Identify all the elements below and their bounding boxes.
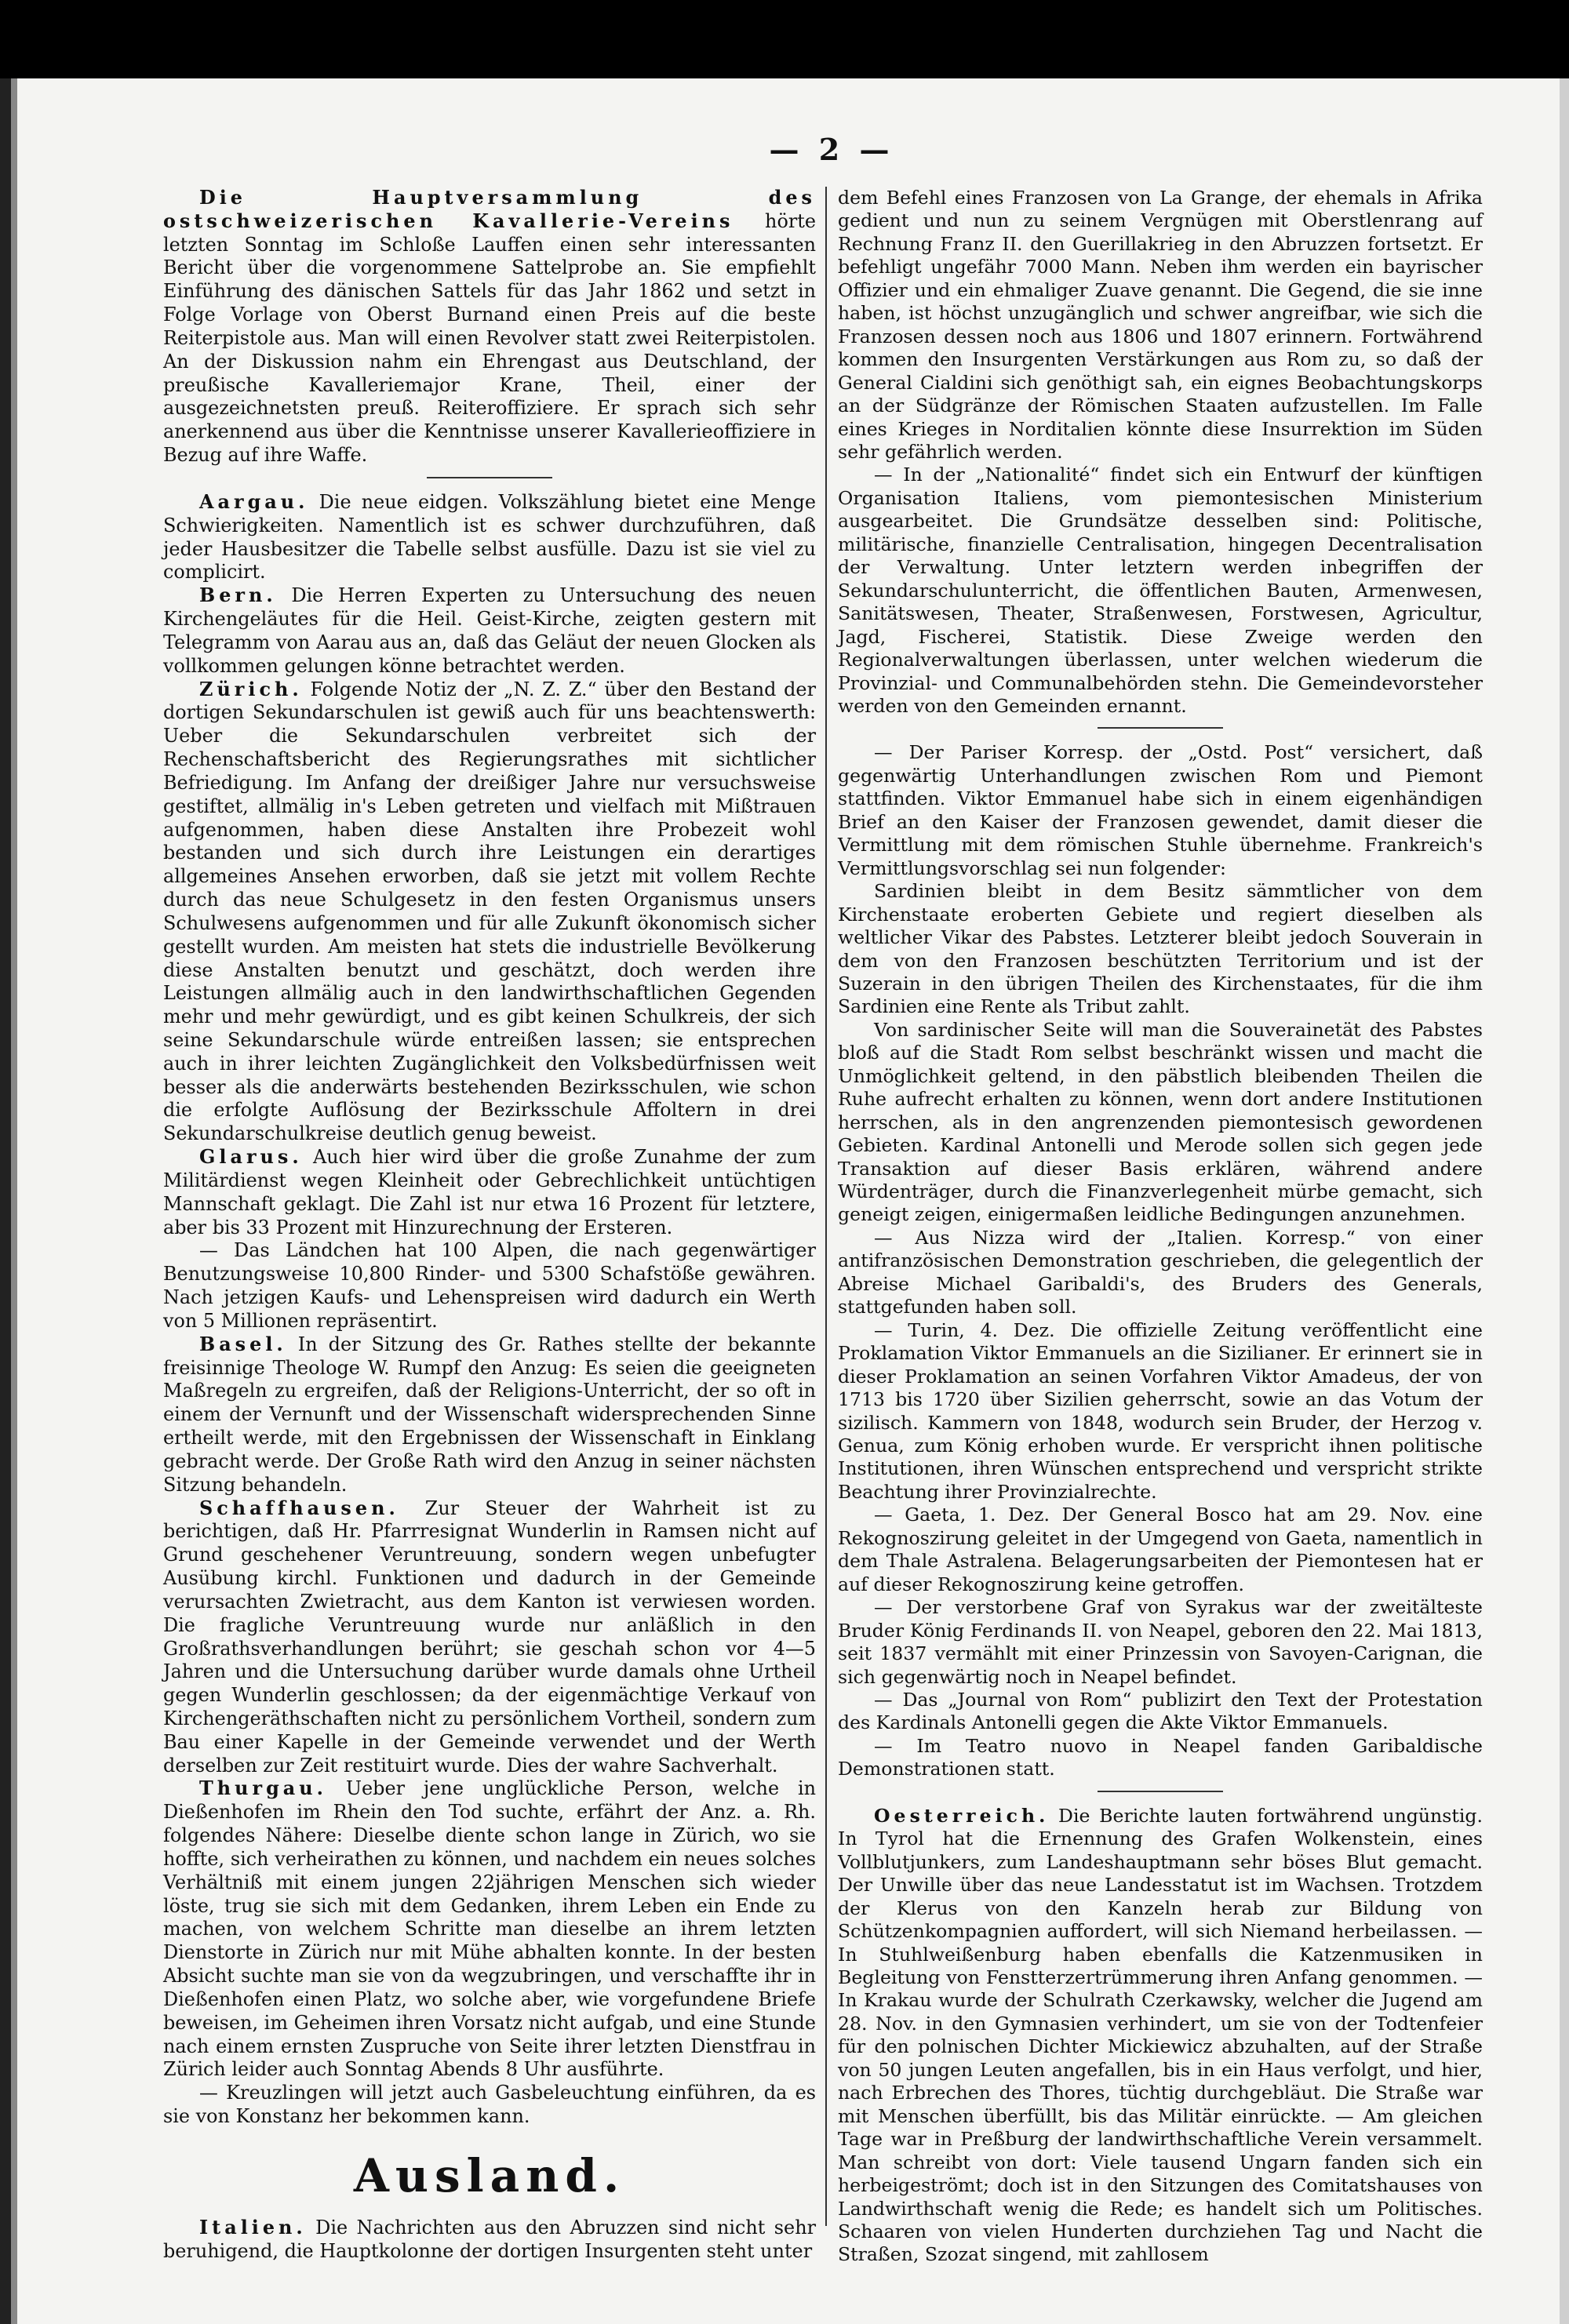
article-text: — Aus Nizza wird der „Italien. Korresp.“ von einer antifranzösischen Demonstration geschrieben, die gelegentlich der Abreise Michael Garibaldi's, des Bruders des Generals, stattgefunden haben soll.	[838, 1226, 1483, 1318]
article-text: Die Berichte lauten fortwährend ungünstig. In Tyrol hat die Ernennung des Grafen Wolkenstein, eines Vollblutjunkers, zum Landeshauptmann sehr böses Blut gemacht. Der Unwille über das neue Landesstatut ist im Wachsen. Trotzdem der Klerus von den Kanzeln herab zur Bildung von Schützenkompagnien auffordert, will sich Niemand herbeilassen. — In Stuhlweißenburg haben ebenfalls die Katzenmusiken in Begleitung von Fenstterzertrümmerung ihren Anfang genommen. — In Krakau wurde der Schulrath Czerkawsky, welcher die Jugend am 28. Nov. in den Gymnasien verhindert, um sie von der Todtenfeier für den polnischen Dichter Mickiewicz abzuhalten, auf der Straße von 50 jungen Leuten angefallen, bis in ein Haus verfolgt, und hier, nach Erbrechen des Thores, tüchtig durchgebläut. Die Straße war mit Menschen überfüllt, bis das Militär einrückte. — Am gleichen Tage war in Preßburg der landwirthschaftliche Verein versammelt. Man schreibt von dort: Viele tausend Ungarn fanden sich ein herbeigeströmt; doch ist in den Sitzungen des Comitatshauses von Landwirthschaft wenig die Rede; es handelt sich um Politisches. Schaaren von vielen Hunderten durchziehen Tag und Nacht die Straßen, Szozat singend, mit zahllosem	[838, 1804, 1483, 2266]
article-text: — Der Pariser Korresp. der „Ostd. Post“ versichert, daß gegenwärtig Unterhandlungen zwischen Rom und Piemont stattfinden. Viktor Emmanuel habe sich in einem eigenhändigen Brief an den Kaiser der Franzosen gewendet, damit dieser die Vermittlung mit dem römischen Stuhle übernehme. Frankreich's Vermittlungsvorschlag sei nun folgender:	[838, 741, 1483, 879]
article-text: Sardinien bleibt in dem Besitz sämmtlicher von dem Kirchenstaate eroberten Gebiete und regiert dieselben als weltlicher Vikar des Pabstes. Letzterer bleibt jedoch Souverain in dem von den Franzosen beschützten Territorium und ist der Suzerain in den übrigen Theilen des Kirchenstaates, für die ihm Sardinien eine Rente als Tribut zahlt.	[838, 880, 1483, 1018]
article-paragraph	[838, 1019, 1483, 1227]
article-text: Die Nachrichten aus den Abruzzen sind nicht sehr beruhigend, die Hauptkolonne der dortigen Insurgenten steht unter	[163, 2216, 816, 2262]
article-lead: Zürich.	[199, 678, 303, 700]
article-lead: Aargau.	[199, 490, 309, 513]
article-paragraph	[163, 584, 816, 678]
article-text: Folgende Notiz der „N. Z. Z.“ über den Bestand der dortigen Sekundarschulen ist gewiß auch für uns beachtenswerth: Ueber die Sekundarschulen verbreitet sich der Rechenschaftsbericht des Regierungsrathes mit sichtlicher Befriedigung. Im Anfang der dreißiger Jahre nur versuchsweise gestiftet, allmälig in's Leben getreten und vielfach mit Mißtrauen aufgenommen, haben diese Anstalten ihre Probezeit wohl bestanden und sich durch ihre Leistungen ein derartiges allgemeines Ansehen erworben, daß sie jetzt mit vollem Rechte durch das neue Schulgesetz in den festen Organismus unsers Schulwesens aufgenommen und für alle Zukunft ökonomisch sicher gestellt wurden. Am meisten hat stets die industrielle Bevölkerung diese Anstalten benutzt und geschätzt, doch werden ihre Leistungen allmälig auch in den landwirthschaftlichen Gegenden mehr und mehr gewürdigt, und es gibt keinen Schulkreis, der sich seine Sekundarschule würde entreißen lassen; sie entsprechen auch in ihrer leichten Zugänglichkeit den Volksbedürfnissen weit besser als die anderwärts bestehenden Bezirksschulen, wie schon die erfolgte Auflösung der Bezirksschule Affoltern in drei Sekundarschulkreise deutlich genug beweist.	[163, 678, 816, 1145]
article-paragraph	[163, 2217, 816, 2264]
article-paragraph	[163, 2082, 816, 2129]
article-paragraph	[838, 1735, 1483, 1781]
article-paragraph	[163, 1777, 816, 2082]
article-text: — Gaeta, 1. Dez. Der General Bosco hat am 29. Nov. eine Rekognoszirung geleitet in der Umgegend von Gaeta, namentlich in dem Thale Astralena. Belagerungsarbeiten der Piemontesen hat er auf dieser Rekognoszirung keine getroffen.	[838, 1504, 1483, 1595]
article-paragraph	[163, 1333, 816, 1497]
section-heading: Ausland.	[353, 2148, 626, 2202]
article-paragraph	[838, 1227, 1483, 1319]
article-text: — Das „Journal von Rom“ publizirt den Text der Protestation des Kardinals Antonelli gegen die Akte Viktor Emmanuels.	[838, 1689, 1483, 1734]
article-lead: Die Hauptversammlung des ostschweizerischen Kavallerie-Vereins	[163, 187, 816, 232]
column-divider	[825, 187, 827, 2226]
scan-border-left	[0, 78, 11, 2324]
article-paragraph	[838, 880, 1483, 1019]
article-lead: Italien.	[199, 2216, 307, 2239]
article-paragraph	[838, 741, 1483, 880]
article-lead: Schaffhausen.	[199, 1497, 399, 1519]
section-separator	[427, 477, 552, 478]
left-column	[163, 187, 816, 2264]
article-paragraph	[838, 1504, 1483, 1596]
article-text: Die neue eidgen. Volkszählung bietet eine Menge Schwierigkeiten. Namentlich ist es schwer durchzuführen, daß jeder Hausbesitzer die Tabelle selbst ausfülle. Dazu ist sie viel zu complicirt.	[163, 490, 816, 584]
article-text: In der Sitzung des Gr. Rathes stellte der bekannte freisinnige Theologe W. Rumpf den Anzug: Es seien die geeigneten Maßregeln zu ergreifen, daß der Religions-Unterricht, der so oft in einem der Vernunft und der Wissenschaft widersprechenden Sinne ertheilt werde, mit den Ergebnissen der Wissenschaft in Einklang gebracht werde. Der Große Rath wird den Anzug in seiner nächsten Sitzung behandeln.	[163, 1333, 816, 1496]
article-text: dem Befehl eines Franzosen von La Grange, der ehemals in Afrika gedient und nun zu seinem Vergnügen mit Oberstlenrang auf Rechnung Franz II. den Guerillakrieg in den Abruzzen fortsetzt. Er befehligt ungefähr 7000 Mann. Neben ihm werden ein bayrischer Offizier und ein ehmaliger Zuave genannt. Die Gegend, die sie inne haben, ist höchst unzugänglich und schwer angreifbar, wie sich die Franzosen dessen noch aus 1806 und 1807 erinnern. Fortwährend kommen den Insurgenten Verstärkungen aus Rom zu, so daß der General Cialdini sich genöthigt sah, ein eignes Beobachtungskorps an der Südgränze der Römischen Staaten aufzustellen. Im Falle eines Krieges in Norditalien könnte diese Insurrektion im Süden sehr gefährlich werden.	[838, 187, 1483, 463]
page-number: — 2 —	[769, 132, 894, 167]
article-text: — Der verstorbene Graf von Syrakus war der zweitälteste Bruder König Ferdinands II. von Neapel, geboren den 22. Mai 1813, seit 1837 vermählt mit einer Prinzessin von Savoyen-Carignan, die sich gegenwärtig noch in Neapel befindet.	[838, 1596, 1483, 1688]
article-paragraph	[163, 1146, 816, 1239]
article-text: Von sardinischer Seite will man die Souverainetät des Pabstes bloß auf die Stadt Rom selbst beschränkt wissen und macht die Unmöglichkeit geltend, in den päbstlich bleibenden Theilen die Ruhe aufrecht erhalten zu können, wenn dort andere Institutionen herrschen, als in den angrenzenden piemontesisch gewordenen Gebieten. Kardinal Antonelli und Merode sollen sich gegen jede Transaktion auf dieser Basis erklären, während andere Würdenträger, durch die Finanzverlegenheit mürbe gemacht, sich geneigt zeigen, einigermaßen leidliche Bedingungen anzunehmen.	[838, 1018, 1483, 1226]
article-paragraph	[163, 491, 816, 584]
article-lead: Basel.	[199, 1333, 287, 1355]
article-paragraph	[838, 1805, 1483, 2267]
article-text: — Kreuzlingen will jetzt auch Gasbeleuchtung einführen, da es sie von Konstanz her bekommen kann.	[163, 2082, 816, 2128]
article-text: — Im Teatro nuovo in Neapel fanden Garibaldische Demonstrationen statt.	[838, 1734, 1483, 1780]
article-paragraph	[163, 1497, 816, 1778]
article-text: — In der „Nationalité“ findet sich ein Entwurf der künftigen Organisation Italiens, vom piemontesischen Ministerium ausgearbeitet. Die Grundsätze desselben sind: Politische, militärische, finanzielle Centralisation, hingegen Decentralisation der Verwaltung. Unter letztern werden inbegriffen der Sekundarschulunterricht, die öffentlichen Bauten, Armenwesen, Sanitätswesen, Theater, Straßenwesen, Forstwesen, Agricultur, Jagd, Fischerei, Statistik. Diese Zweige werden den Regionalverwaltungen überlassen, unter welchen wiederum die Provinzial- und Communalbehörden stehn. Die Gemeindevorsteher werden von den Gemeinden ernannt.	[838, 464, 1483, 717]
article-text: Auch hier wird über die große Zunahme der zum Militärdienst wegen Kleinheit oder Gebrechlichkeit untüchtigen Mannschaft geklagt. Die Zahl ist nur etwa 16 Prozent für letztere, aber bis 33 Prozent mit Hinzurechnung der Ersteren.	[163, 1146, 816, 1238]
article-text: — Turin, 4. Dez. Die offizielle Zeitung veröffentlicht eine Proklamation Viktor Emmanuels an die Sizilianer. Er erinnert sie in dieser Proklamation an seinen Vorfahren Viktor Amadeus, der von 1713 bis 1720 über Sizilien geherrscht, sowie an das Votum der sizilisch. Kammern von 1848, wodurch sein Bruder, der Herzog v. Genua, zum König erhoben wurde. Er verspricht ihnen politische Institutionen, ihren Wünschen entsprechend und verspricht strikte Beachtung ihrer Provinzialrechte.	[838, 1318, 1483, 1503]
article-lead: Thurgau.	[199, 1777, 327, 1800]
article-lead: Glarus.	[199, 1146, 303, 1169]
article-paragraph	[838, 1689, 1483, 1735]
article-paragraph	[163, 1239, 816, 1333]
article-text: hörte letzten Sonntag im Schloße Lauffen einen sehr interessanten Bericht über die vorgenommene Sattelprobe an. Sie empfiehlt Einführung des dänischen Sattels für das Jahr 1862 und setzt in Folge Vorlage von Oberst Burnand einen Preis auf die beste Reiterpistole aus. Man will einen Revolver statt zwei Reiterpistolen. An der Diskussion nahm ein Ehrengast aus Deutschland, der preußische Kavalleriemajor Krane, Theil, einer der ausgezeichnetsten preuß. Reiteroffiziere. Er sprach sich sehr anerkennend aus über die Kenntnisse unserer Kavallerieoffiziere in Bezug auf ihre Waffe.	[163, 209, 816, 467]
right-column	[838, 187, 1483, 2267]
scan-border-right	[1560, 78, 1569, 2324]
article-text: — Das Ländchen hat 100 Alpen, die nach gegenwärtiger Benutzungsweise 10,800 Rinder- und 5300 Schafstöße gewähren. Nach jetzigen Kaufs- und Lehenspreisen wird dadurch ein Werth von 5 Millionen repräsentirt.	[163, 1239, 816, 1332]
article-paragraph	[163, 187, 816, 467]
article-paragraph	[838, 1596, 1483, 1689]
article-paragraph	[838, 187, 1483, 464]
article-text: Zur Steuer der Wahrheit ist zu berichtigen, daß Hr. Pfarrresignat Wunderlin in Ramsen nicht auf Grund geschehener Veruntreuung, sondern wegen unbefugter Ausübung kirchl. Funktionen und dadurch in der Gemeinde verursachten Zwietracht, aus dem Kanton ist verwiesen worden. Die fragliche Veruntreuung wurde nur anläßlich in den Großrathsverhandlungen berührt; sie geschah schon vor 4—5 Jahren und die Untersuchung darüber wurde damals ohne Urtheil gegen Wunderlin geschlossen; da der eigenmächtige Verkauf von Kirchengeräthschaften nicht zu persönlichem Vortheil, sondern zum Bau einer Kapelle in der Gemeinde verwendet und der Werth derselben zur Zeit restituirt wurde. Dies der wahre Sachverhalt.	[163, 1497, 816, 1777]
article-text: Die Herren Experten zu Untersuchung des neuen Kirchengeläutes für die Heil. Geist-Kirche, zeigten gestern mit Telegramm von Aarau aus an, daß das Geläut der neuen Glocken als vollkommen gelungen könne betrachtet werden.	[163, 584, 816, 677]
section-separator	[1098, 1791, 1223, 1792]
article-lead: Bern.	[199, 584, 277, 607]
article-paragraph	[163, 678, 816, 1147]
article-paragraph	[838, 464, 1483, 718]
article-lead: Oesterreich.	[874, 1804, 1050, 1827]
article-text: Ueber jene unglückliche Person, welche in Dießenhofen im Rhein den Tod suchte, erfährt der Anz. a. Rh. folgendes Nähere: Dieselbe diente schon lange in Zürich, wo sie hoffte, sich verheirathen zu können, und nachdem ein neues solches Verhältniß mit einem jungen 22jährigen Menschen sich wieder löste, trug sie sich mit dem Gedanken, ihrem Leben ein Ende zu machen, von welchem Schritte man dieselbe an ihrem letzten Dienstorte in Zürich nur mit Mühe abhalten konnte. In der besten Absicht suchte man sie von da wegzubringen, und verschaffte ihr in Dießenhofen einen Platz, wo solche aber, wie vorgefundene Briefe beweisen, im Geheimen ihren Vorsatz nicht aufgab, und eine Stunde nach einem ernsten Zuspruche von Seite ihrer letzten Dienstfrau in Zürich leider auch Sonntag Abends 8 Uhr ausführte.	[163, 1777, 816, 2081]
article-paragraph	[838, 1319, 1483, 1504]
section-separator	[1098, 727, 1223, 729]
scan-border-left-shadow	[11, 78, 17, 2324]
scan-border-top	[0, 0, 1569, 78]
